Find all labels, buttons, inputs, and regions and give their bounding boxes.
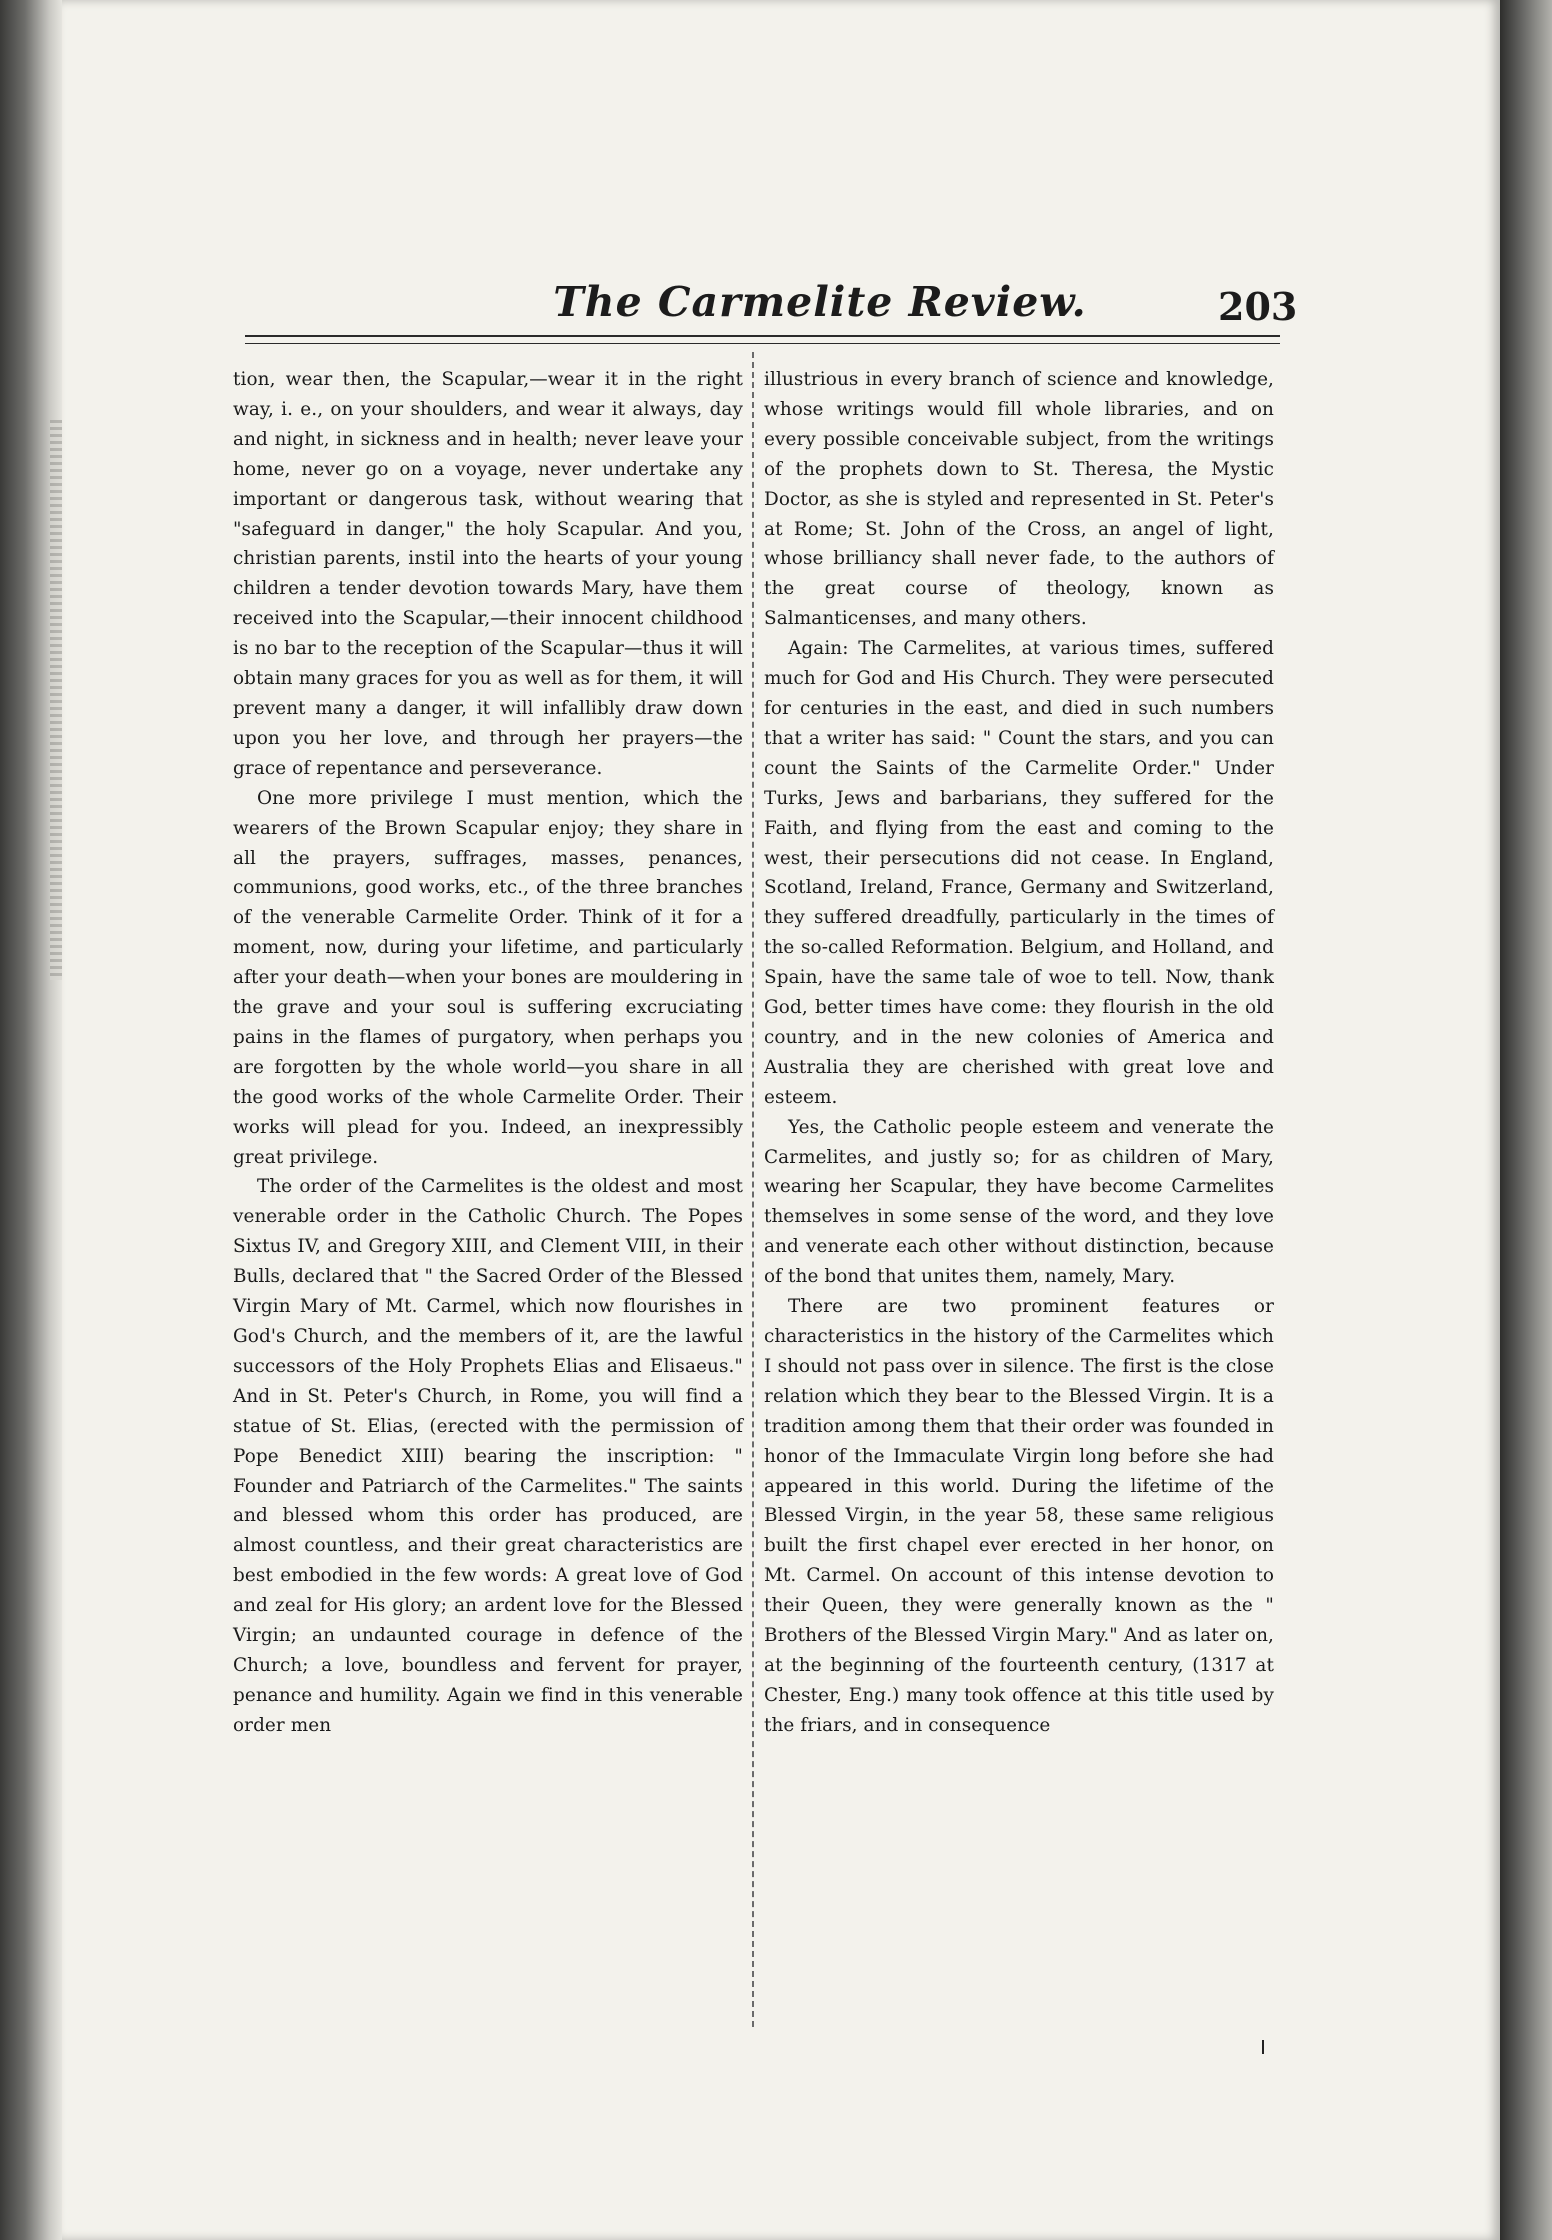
left-column (233, 365, 743, 1741)
book-edge-right (1500, 0, 1552, 2240)
book-gutter-left (0, 0, 62, 2240)
page-number: 203 (1218, 284, 1298, 329)
paragraph: Yes, the Catholic people esteem and venerate the Carmelites, and justly so; for as children of Mary, wearing her Scapular, they have become Carmelites themselves in some sense of the word, and they love and venerate each other without distinction, because of the bond that unites them, namely, Mary. (764, 1116, 1274, 1288)
running-head: The Carmelite Review. (553, 278, 1087, 326)
paragraph: illustrious in every branch of science and knowledge, whose writings would fill whole libraries, and on every possible conceivable subject, from the writings of the prophets down to St. Theresa, the Mystic Doctor, as she is styled and represented in St. Peter's at Rome; St. John of the Cross, an angel of light, whose brilliancy shall never fade, to the authors of the great course of theology, known as Salmanticenses, and many others. (764, 369, 1274, 630)
print-mark (1262, 2040, 1264, 2054)
header-rule (245, 335, 1280, 344)
paragraph: tion, wear then, the Scapular,—wear it in the right way, i. e., on your shoulders, and wear it always, day and night, in sickness and in health; never leave your home, never go on a voyage, never undertake any important or dangerous task, without wearing that "safeguard in danger," the holy Scapular. And you, christian parents, instil into the hearts of your young children a tender devotion towards Mary, have them received into the Scapular,—their innocent childhood is no bar to the reception of the Scapular—thus it will obtain many graces for you as well as for them, it will prevent many a danger, it will infallibly draw down upon you her love, and through her prayers—the grace of repentance and perseverance. (233, 369, 743, 779)
paragraph: There are two prominent features or characteristics in the history of the Carmelites which I should not pass over in silence. The first is the close relation which they bear to the Blessed Virgin. It is a tradition among them that their order was founded in honor of the Immaculate Virgin long before she had appeared in this world. During the lifetime of the Blessed Virgin, in the year 58, these same religious built the first chapel ever erected in her honor, on Mt. Carmel. On account of this intense devotion to their Queen, they were generally known as the " Brothers of the Blessed Virgin Mary." And as later on, at the beginning of the fourteenth century, (1317 at Chester, Eng.) many took offence at this title used by the friars, and in consequence (764, 1296, 1274, 1736)
paragraph: Again: The Carmelites, at various times, suffered much for God and His Church. They were persecuted for centuries in the east, and died in such numbers that a writer has said: " Count the stars, and you can count the Saints of the Carmelite Order." Under Turks, Jews and barbarians, they suffered for the Faith, and flying from the east and coming to the west, their persecutions did not cease. In England, Scotland, Ireland, France, Germany and Switzerland, they suffered dreadfully, particularly in the times of the so-called Reformation. Belgium, and Holland, and Spain, have the same tale of woe to tell. Now, thank God, better times have come: they flourish in the old country, and in the new colonies of America and Australia they are cherished with great love and esteem. (764, 638, 1274, 1108)
paragraph: One more privilege I must mention, which the wearers of the Brown Scapular enjoy; they share in all the prayers, suffrages, masses, penances, communions, good works, etc., of the three branches of the venerable Carmelite Order. Think of it for a moment, now, during your lifetime, and particularly after your death—when your bones are mouldering in the grave and your soul is suffering excruciating pains in the flames of purgatory, when perhaps you are forgotten by the whole world—you share in all the good works of the whole Carmelite Order. Their works will plead for you. Indeed, an inexpressibly great privilege. (233, 787, 743, 1168)
right-column (764, 365, 1274, 1741)
paragraph: The order of the Carmelites is the oldest and most venerable order in the Catholic Church. The Popes Sixtus IV, and Gregory XIII, and Clement VIII, in their Bulls, declared that " the Sacred Order of the Blessed Virgin Mary of Mt. Carmel, which now flourishes in God's Church, and the members of it, are the lawful successors of the Holy Prophets Elias and Elisaeus." And in St. Peter's Church, in Rome, you will find a statue of St. Elias, (erected with the permission of Pope Benedict XIII) bearing the inscription: " Founder and Patriarch of the Carmelites." The saints and blessed whom this order has produced, are almost countless, and their great characteristics are best embodied in the few words: A great love of God and zeal for His glory; an ardent love for the Blessed Virgin; an undaunted courage in defence of the Church; a love, boundless and fervent for prayer, penance and humility. Again we find in this venerable order men (233, 1176, 743, 1736)
column-divider (752, 352, 754, 2027)
